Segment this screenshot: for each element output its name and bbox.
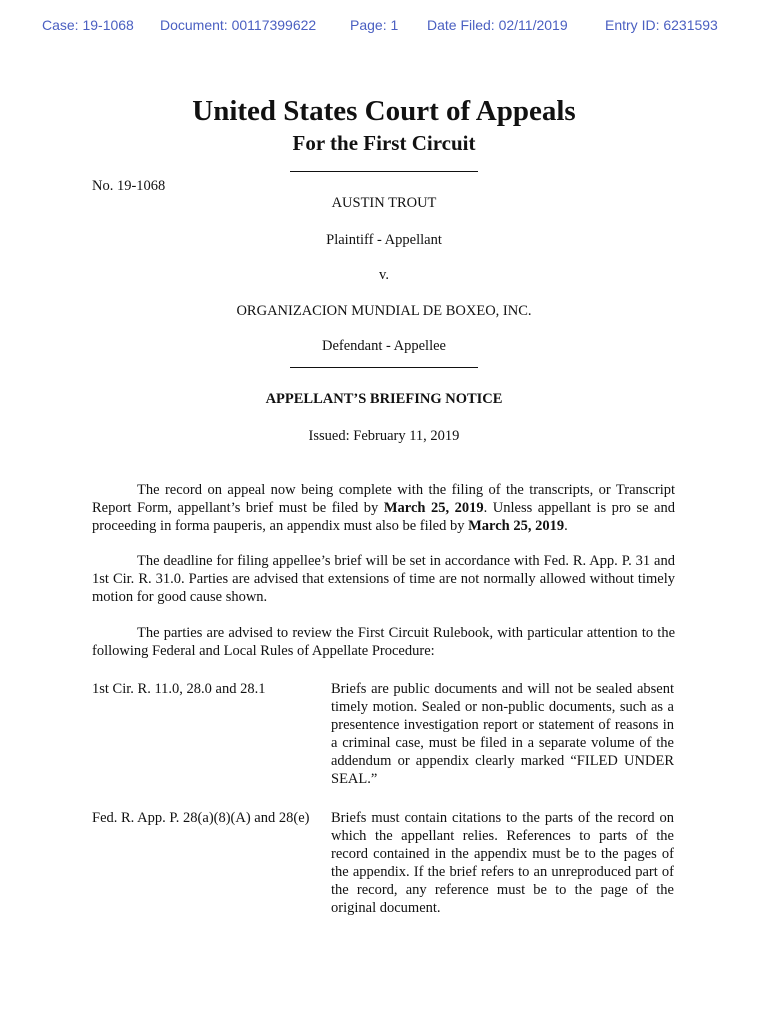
entry-id-label: Entry ID: 6231593 [605,17,718,33]
court-subtitle: For the First Circuit [292,131,476,155]
paragraph-text: . Unless appellant is pro se and proceeding in forma pauperis, an appendix must also be filed by [92,500,675,534]
brief-due-date: March 25, 2019 [383,500,484,516]
rule-reference: Fed. R. App. P. 28(a)(8)(A) and 28(e) [92,810,310,826]
paragraph-text: The deadline for filing appellee’s brief will be set in accordance with Fed. R. App. P. 31 and 1st Cir. R. 31.0. Parties are advised that extensions of time are not normally allowed without timely motion for good cause shown. [92,553,675,605]
title-divider [290,171,478,172]
notice-title: APPELLANT’S BRIEFING NOTICE [265,391,503,407]
plaintiff-role: Plaintiff - Appellant [326,232,442,248]
paragraph-rulebook [92,624,675,660]
date-filed-label: Date Filed: 02/11/2019 [427,17,568,33]
paragraph-appellee-deadline [92,552,675,606]
rule-description: Briefs are public documents and will not be sealed absent timely motion. Sealed or non-public documents, such as a presentence investigation report or statement of reasons in a criminal case, must be filed in a separate volume of the addendum or appendix clearly marked “FILED UNDER SEAL.” [331,681,674,787]
paragraph-text: . [564,518,568,534]
plaintiff-name: AUSTIN TROUT [331,195,437,211]
rule-description: Briefs must contain citations to the parts of the record on which the appellant relies. References to parts of the record contained in the appendix must be to the pages of the appendix. If the brief refers to an unreproduced part of the record, any reference must be to the page of the original document. [331,810,674,916]
page-number-label: Page: 1 [350,17,399,33]
defendant-role: Defendant - Appellee [321,338,446,354]
versus-text: v. [379,267,389,283]
issued-date: Issued: February 11, 2019 [308,428,460,444]
document-number-label: Document: 00117399622 [160,17,317,33]
paragraph-brief-deadline [92,481,675,535]
caption-divider [290,367,478,368]
case-number: No. 19-1068 [92,178,166,194]
appendix-due-date: March 25, 2019 [468,518,565,534]
paragraph-text: The record on appeal now being complete with the filing of the transcripts, or Transcript Report Form, appellant’s brief must be filed by [92,482,675,516]
paragraph-text: The parties are advised to review the First Circuit Rulebook, with particular attention to the following Federal and Local Rules of Appellate Procedure: [92,625,675,659]
defendant-name: ORGANIZACION MUNDIAL DE BOXEO, INC. [236,303,532,319]
case-number-label: Case: 19-1068 [42,17,134,33]
court-title: United States Court of Appeals [192,95,576,127]
filing-header [42,17,742,37]
rule-reference: 1st Cir. R. 11.0, 28.0 and 28.1 [92,681,266,697]
